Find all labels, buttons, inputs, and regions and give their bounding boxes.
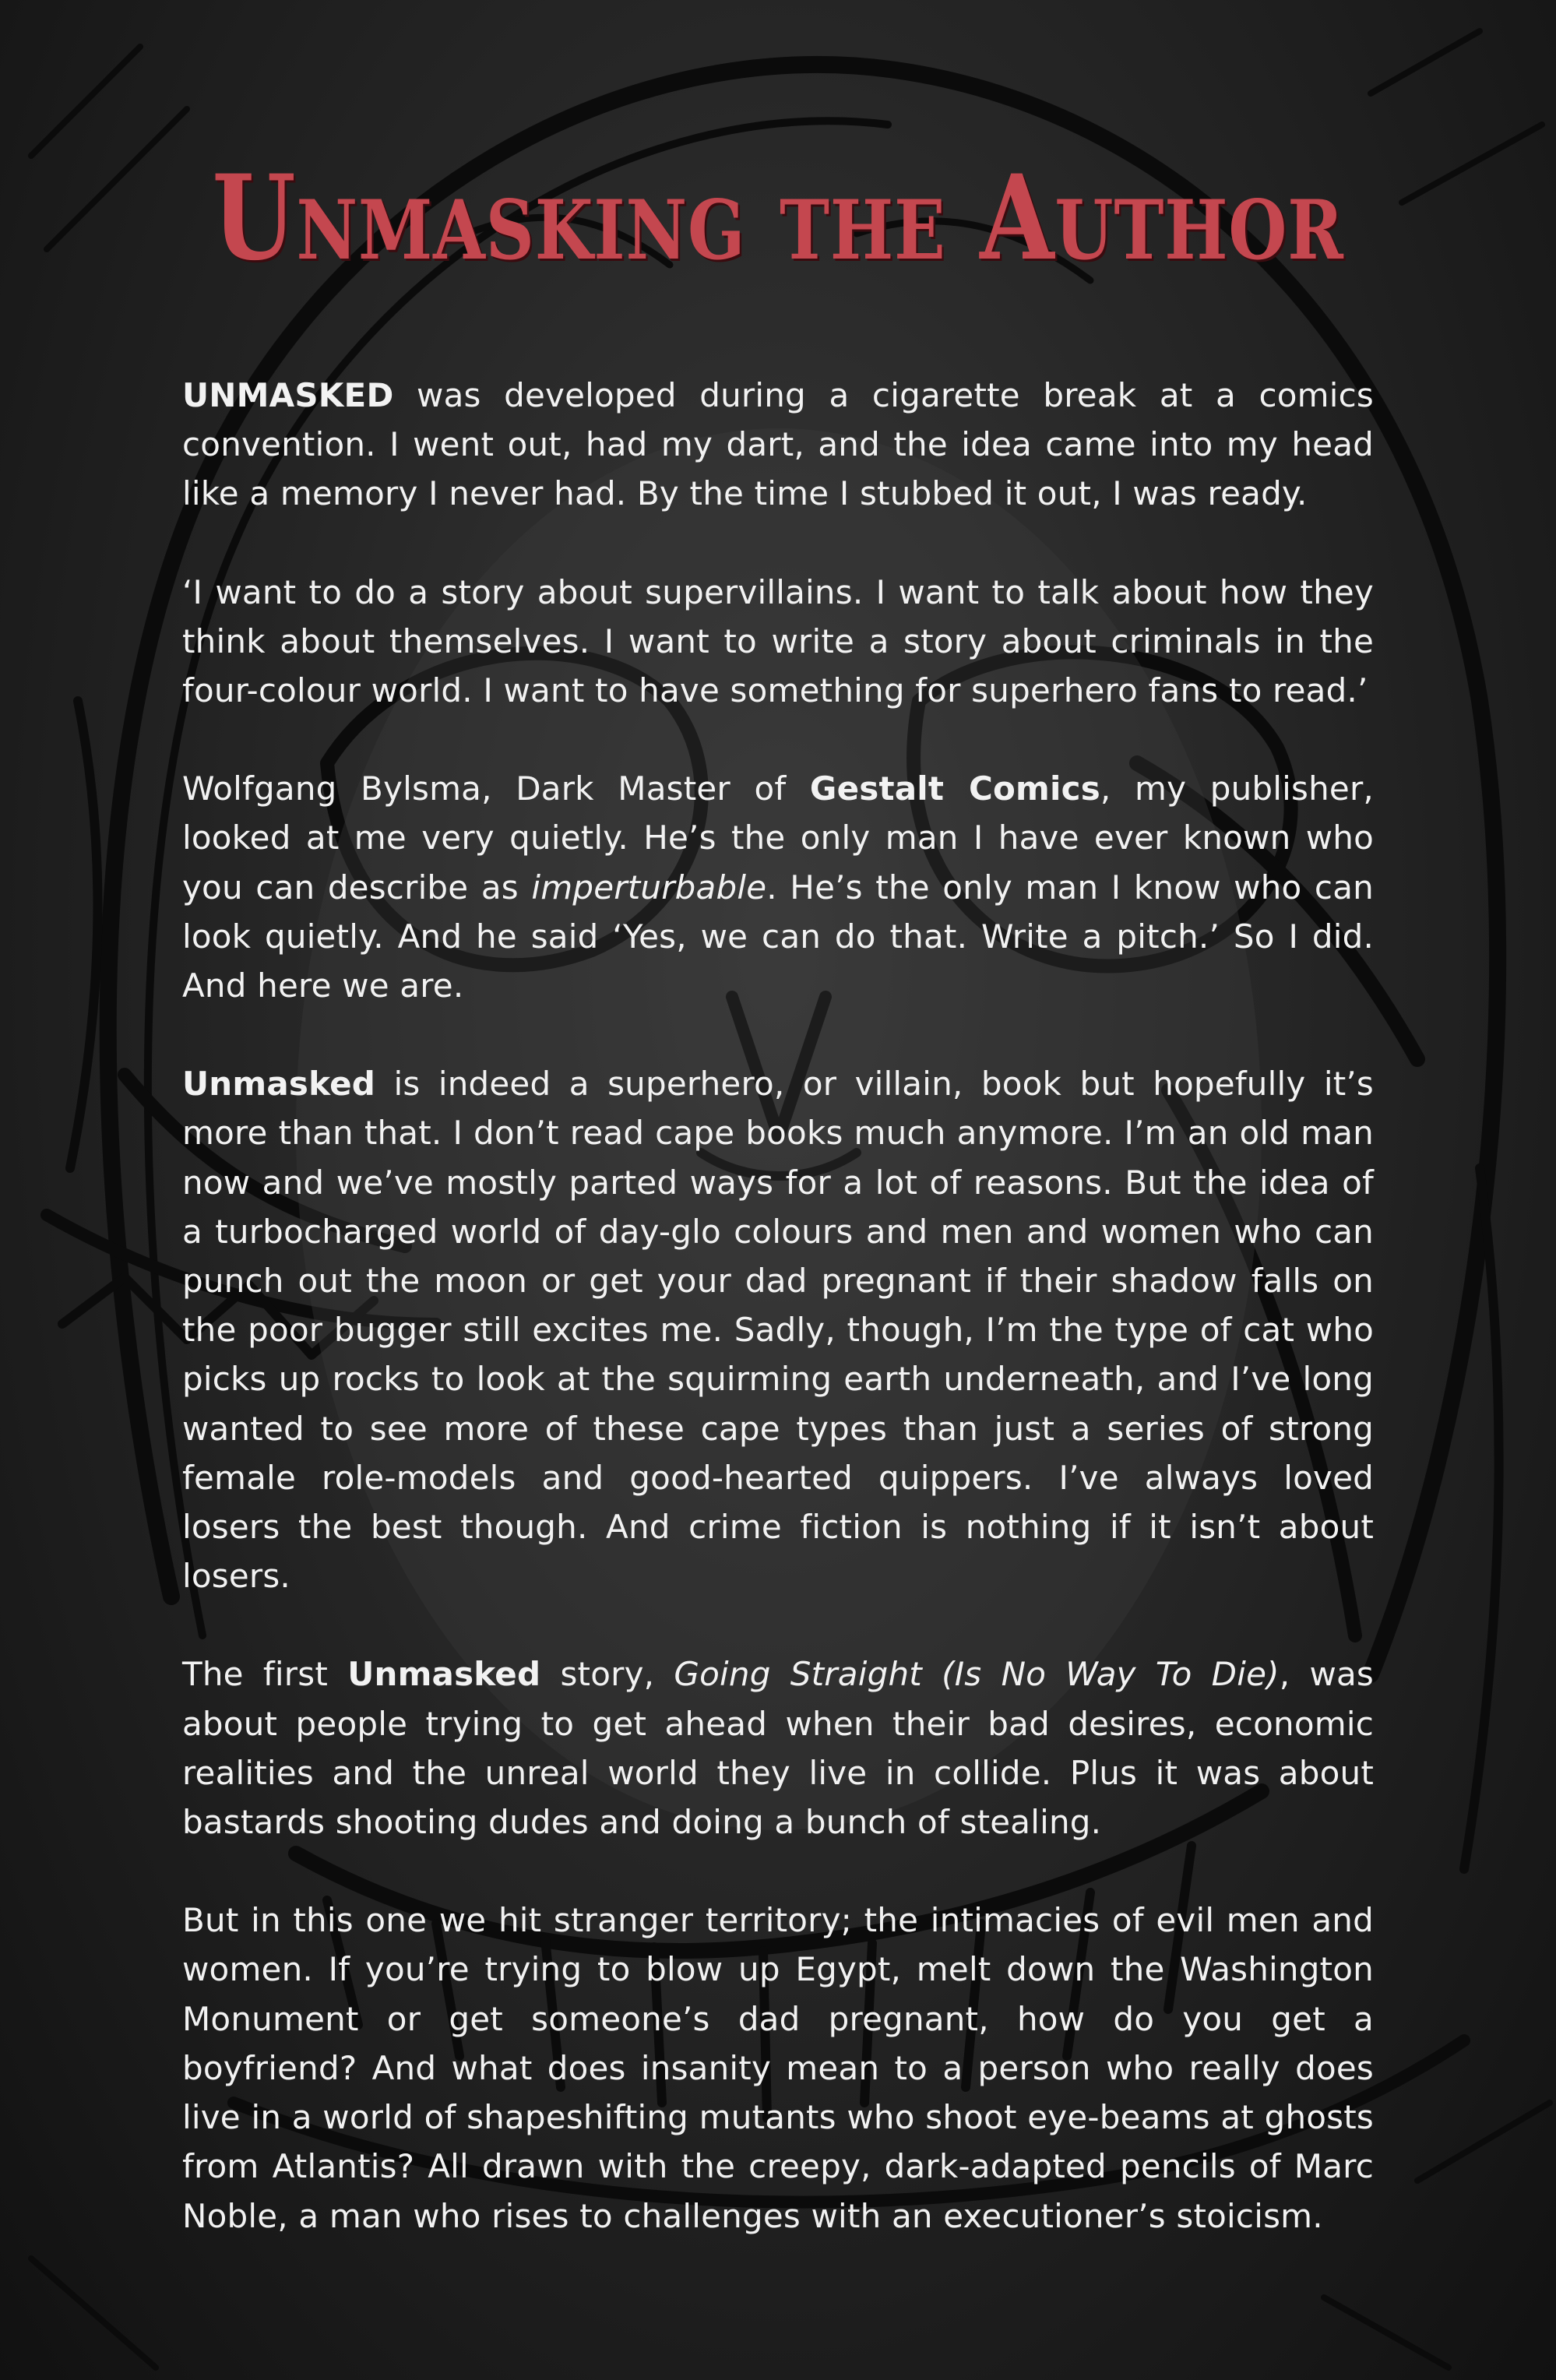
paragraph-5-text-b: story, (540, 1655, 674, 1694)
paragraph-3-bold: Gestalt Comics (809, 769, 1100, 808)
paragraph-3-text-a: Wolfgang Bylsma, Dark Master of (182, 769, 810, 808)
paragraph-4-text: is indeed a superhero, or villain, book but hopefully it’s more than that. I don’t read cape books much anymore. I’m an old man now and we’ve mostly parted ways for a lot of reasons. But the idea of a turbocharged world of day-glo colours and men and women who can punch out the moon or get your dad pregnant if their shadow falls on the poor bugger still excites me. Sadly, though, I’m the type of cat who picks up rocks to look at the squirming earth underneath, and I’ve long wanted to see more of these cape types than just a series of strong female role-models and good-hearted quippers. I’ve always loved losers the best though. And crime fiction is nothing if it isn’t about losers. (182, 1065, 1374, 1596)
paragraph-5-text-a: The first (182, 1655, 348, 1694)
article-body (182, 371, 1374, 2290)
paragraph-5-italic: Going Straight (Is No Way To Die) (674, 1655, 1280, 1694)
paragraph-3-text-c: . He’s the only man I know who can look quietly. And he said ‘Yes, we can do that. Write a pitch.’ So I did. And here we are. (182, 868, 1374, 1005)
paragraph-4 (182, 1059, 1374, 1600)
paragraph-5 (182, 1649, 1374, 1847)
paragraph-3-italic: imperturbable (531, 868, 767, 907)
page-title: Unmasking the Author (212, 150, 1344, 287)
paragraph-1 (182, 371, 1374, 519)
paragraph-3 (182, 764, 1374, 1010)
paragraph-1-bold: UNMASKED (182, 376, 394, 414)
paragraph-1-text: was developed during a cigarette break at a comics convention. I went out, had my dart, and the idea came into my head like a memory I never had. By the time I stubbed it out, I was ready. (182, 376, 1374, 513)
paragraph-5-bold: Unmasked (347, 1655, 541, 1694)
paragraph-4-bold: Unmasked (182, 1065, 376, 1104)
paragraph-3-text-b: , my publisher, looked at me very quietly. He’s the only man I have ever known who you can describe as (182, 769, 1374, 907)
paragraph-2: ‘I want to do a story about supervillains. I want to talk about how they think about themselves. I want to write a story about criminals in the four-colour world. I want to have something for superhero fans to read.’ (182, 572, 1374, 710)
paragraph-6: But in this one we hit stranger territory; the intimacies of evil men and women. If you’re trying to blow up Egypt, melt down the Washington Monument or get someone’s dad pregnant, how do you get a boyfriend? And what does insanity mean to a person who really does live in a world of shapeshifting mutants who shoot eye-beams at ghosts from Atlantis? All drawn with the creepy, dark-adapted pencils of Marc Noble, a man who rises to challenges with an executioner’s stoicism. (182, 1901, 1374, 2235)
paragraph-5-text-c: , was about people trying to get ahead when their bad desires, economic realities and the unreal world they live in collide. Plus it was about bastards shooting dudes and doing a bunch of stealing. (182, 1655, 1375, 1842)
